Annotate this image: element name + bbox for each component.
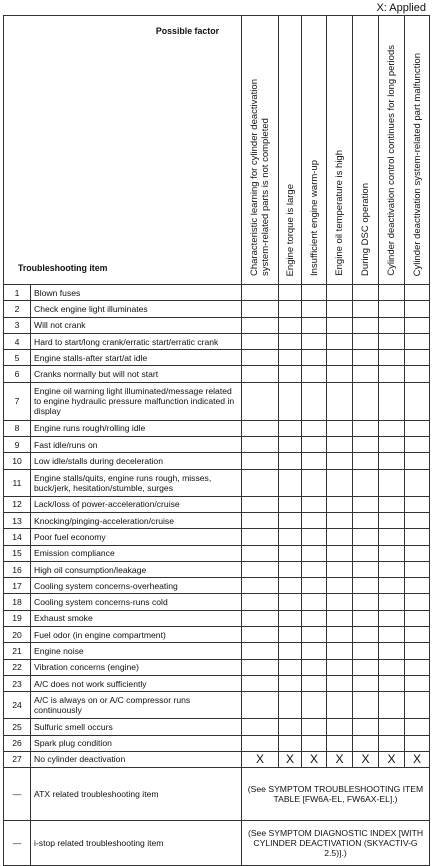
factor-cell [242, 469, 279, 496]
table-row [4, 366, 430, 382]
table-row [4, 529, 430, 545]
factor-cell [302, 735, 327, 751]
factor-cell [242, 561, 279, 577]
row-number: 21 [4, 643, 31, 659]
row-item: Engine stalls/quits, engine runs rough, misses, buck/jerk, hesitation/stumble, surges [31, 469, 242, 496]
applied-mark: X [242, 751, 279, 767]
factor-cell [279, 659, 302, 675]
row-item: Poor fuel economy [31, 529, 242, 545]
reference-note: (See SYMPTOM TROUBLESHOOTING ITEM TABLE [FW6A-EL, FW6AX-EL].) [242, 768, 430, 821]
factor-cell [353, 675, 379, 691]
row-number: 7 [4, 382, 31, 420]
table-row [4, 643, 430, 659]
factor-header [279, 16, 302, 285]
factor-cell [405, 627, 430, 643]
factor-cell [242, 643, 279, 659]
factor-header [405, 16, 430, 285]
factor-cell [353, 366, 379, 382]
factor-cell [379, 735, 405, 751]
factor-cell [405, 333, 430, 349]
row-item: A/C is always on or A/C compressor runs continuously [31, 692, 242, 719]
row-item: Cooling system concerns-runs cold [31, 594, 242, 610]
factor-cell [279, 561, 302, 577]
factor-cell [353, 420, 379, 436]
factor-cell [379, 301, 405, 317]
factor-cell [353, 512, 379, 528]
row-number: 12 [4, 496, 31, 512]
row-item: Fuel odor (in engine compartment) [31, 627, 242, 643]
row-number: 20 [4, 627, 31, 643]
factor-cell [302, 627, 327, 643]
factor-cell [279, 350, 302, 366]
factor-cell [379, 350, 405, 366]
factor-cell [279, 610, 302, 626]
row-item: Engine stalls-after start/at idle [31, 350, 242, 366]
factor-cell [242, 453, 279, 469]
factor-cell [327, 453, 353, 469]
factor-cell [379, 333, 405, 349]
factor-cell [302, 382, 327, 420]
factor-cell [242, 529, 279, 545]
factor-cell [405, 675, 430, 691]
factor-cell [302, 675, 327, 691]
applied-mark: X [327, 751, 353, 767]
table-row [4, 453, 430, 469]
factor-cell [242, 420, 279, 436]
factor-cell [379, 366, 405, 382]
factor-cell [242, 692, 279, 719]
factor-cell [302, 333, 327, 349]
factor-cell [279, 719, 302, 735]
row-number: 6 [4, 366, 31, 382]
factor-cell [279, 382, 302, 420]
row-item: Vibration concerns (engine) [31, 659, 242, 675]
factor-cell [302, 578, 327, 594]
row-number: 25 [4, 719, 31, 735]
factor-cell [353, 627, 379, 643]
factor-cell [242, 719, 279, 735]
factor-cell [405, 692, 430, 719]
factor-cell [379, 627, 405, 643]
row-number: 27 [4, 751, 31, 767]
table-row [4, 659, 430, 675]
factor-cell [379, 382, 405, 420]
factor-cell [405, 594, 430, 610]
factor-cell [327, 659, 353, 675]
factor-cell [279, 545, 302, 561]
factor-cell [327, 610, 353, 626]
row-item: Blown fuses [31, 285, 242, 301]
factor-cell [242, 366, 279, 382]
factor-cell [327, 627, 353, 643]
factor-cell [279, 301, 302, 317]
row-number: 8 [4, 420, 31, 436]
factor-cell [353, 659, 379, 675]
factor-cell [379, 496, 405, 512]
factor-cell [327, 437, 353, 453]
factor-cell [242, 627, 279, 643]
factor-cell [279, 285, 302, 301]
row-item: No cylinder deactivation [31, 751, 242, 767]
factor-cell [405, 496, 430, 512]
factor-cell [279, 420, 302, 436]
factor-cell [302, 692, 327, 719]
factor-cell [279, 437, 302, 453]
reference-row [4, 821, 430, 866]
row-number: 22 [4, 659, 31, 675]
factor-cell [327, 545, 353, 561]
factor-cell [327, 735, 353, 751]
factor-cell [379, 285, 405, 301]
row-item: A/C does not work sufficiently [31, 675, 242, 691]
factor-cell [353, 285, 379, 301]
factor-label: Cylinder deactivation control continues for long periods [386, 45, 397, 276]
factor-cell [242, 382, 279, 420]
factor-cell [353, 561, 379, 577]
table-row [4, 382, 430, 420]
factor-label: Cylinder deactivation system-related part malfunction [411, 52, 423, 276]
applied-mark: X [302, 751, 327, 767]
factor-cell [302, 496, 327, 512]
factor-cell [279, 366, 302, 382]
factor-cell [353, 643, 379, 659]
factor-cell [279, 512, 302, 528]
factor-cell [353, 437, 379, 453]
table-row [4, 496, 430, 512]
factor-label: During DSC operation [360, 183, 371, 276]
factor-cell [353, 594, 379, 610]
row-number: 3 [4, 317, 31, 333]
row-item: Spark plug condition [31, 735, 242, 751]
row-item: Sulfuric smell occurs [31, 719, 242, 735]
factor-cell [242, 333, 279, 349]
row-number: 11 [4, 469, 31, 496]
row-number: 16 [4, 561, 31, 577]
factor-header [302, 16, 327, 285]
factor-cell [327, 594, 353, 610]
table-row [4, 627, 430, 643]
table-row [4, 561, 430, 577]
factor-cell [279, 594, 302, 610]
factor-cell [242, 610, 279, 626]
table-row [4, 719, 430, 735]
row-item: Knocking/pinging-acceleration/cruise [31, 512, 242, 528]
row-item: High oil consumption/leakage [31, 561, 242, 577]
factor-cell [379, 610, 405, 626]
factor-cell [353, 317, 379, 333]
possible-factor-label: Possible factor [155, 26, 219, 36]
row-number: 9 [4, 437, 31, 453]
factor-cell [327, 350, 353, 366]
factor-cell [379, 437, 405, 453]
factor-cell [302, 453, 327, 469]
factor-cell [279, 735, 302, 751]
factor-header [353, 16, 379, 285]
table-row [4, 301, 430, 317]
row-item: ATX related troubleshooting item [31, 768, 242, 821]
factor-cell [279, 496, 302, 512]
table-row [4, 512, 430, 528]
row-number: 26 [4, 735, 31, 751]
factor-cell [302, 437, 327, 453]
row-item: Engine noise [31, 643, 242, 659]
factor-cell [405, 437, 430, 453]
row-number: 24 [4, 692, 31, 719]
factor-cell [405, 719, 430, 735]
row-number: 2 [4, 301, 31, 317]
row-item: Hard to start/long crank/erratic start/erratic crank [31, 333, 242, 349]
factor-cell [353, 719, 379, 735]
factor-cell [405, 317, 430, 333]
table-row [4, 594, 430, 610]
factor-cell [327, 512, 353, 528]
factor-cell [327, 301, 353, 317]
factor-cell [405, 350, 430, 366]
factor-cell [242, 350, 279, 366]
factor-cell [327, 366, 353, 382]
factor-cell [379, 643, 405, 659]
factor-cell [405, 735, 430, 751]
factor-cell [302, 469, 327, 496]
factor-cell [302, 545, 327, 561]
row-number: — [4, 768, 31, 821]
factor-cell [327, 420, 353, 436]
row-item: Engine oil warning light illuminated/message related to engine hydraulic pressure malfunction indicated in display [31, 382, 242, 420]
row-number: 13 [4, 512, 31, 528]
row-number: 23 [4, 675, 31, 691]
factor-cell [353, 496, 379, 512]
factor-cell [379, 659, 405, 675]
factor-cell [302, 643, 327, 659]
factor-cell [302, 350, 327, 366]
factor-cell [405, 529, 430, 545]
applied-mark: X [405, 751, 430, 767]
factor-cell [379, 561, 405, 577]
factor-cell [242, 512, 279, 528]
factor-cell [327, 333, 353, 349]
table-row [4, 285, 430, 301]
factor-cell [242, 659, 279, 675]
row-number: — [4, 821, 31, 866]
factor-cell [353, 350, 379, 366]
factor-cell [302, 285, 327, 301]
factor-label: Engine oil temperature is high [334, 150, 345, 276]
factor-cell [405, 420, 430, 436]
row-item: Low idle/stalls during deceleration [31, 453, 242, 469]
factor-cell [327, 469, 353, 496]
factor-cell [353, 692, 379, 719]
factor-cell [405, 285, 430, 301]
header-row [4, 16, 430, 285]
factor-cell [327, 317, 353, 333]
factor-cell [379, 594, 405, 610]
factor-cell [302, 317, 327, 333]
factor-cell [379, 453, 405, 469]
factor-cell [379, 692, 405, 719]
row-item: i-stop related troubleshooting item [31, 821, 242, 866]
factor-cell [242, 735, 279, 751]
table-row [4, 692, 430, 719]
table-row [4, 333, 430, 349]
row-number: 5 [4, 350, 31, 366]
table-row [4, 610, 430, 626]
factor-cell [379, 675, 405, 691]
factor-cell [327, 382, 353, 420]
troubleshooting-table [3, 15, 430, 866]
factor-cell [302, 420, 327, 436]
factor-cell [302, 610, 327, 626]
factor-cell [242, 545, 279, 561]
factor-cell [379, 578, 405, 594]
row-number: 10 [4, 453, 31, 469]
factor-cell [279, 578, 302, 594]
factor-cell [327, 285, 353, 301]
row-number: 17 [4, 578, 31, 594]
factor-cell [242, 317, 279, 333]
table-row [4, 545, 430, 561]
row-number: 14 [4, 529, 31, 545]
factor-cell [353, 610, 379, 626]
factor-header [242, 16, 279, 285]
factor-cell [405, 643, 430, 659]
factor-cell [242, 285, 279, 301]
table-row [4, 350, 430, 366]
factor-cell [327, 719, 353, 735]
factor-cell [242, 594, 279, 610]
table-row [4, 751, 430, 767]
applied-mark: X [279, 751, 302, 767]
factor-cell [379, 317, 405, 333]
factor-header [379, 16, 405, 285]
factor-cell [327, 496, 353, 512]
reference-row [4, 768, 430, 821]
applied-mark: X [353, 751, 379, 767]
factor-cell [353, 469, 379, 496]
row-number: 19 [4, 610, 31, 626]
factor-cell [302, 512, 327, 528]
factor-cell [242, 675, 279, 691]
applied-mark: X [379, 751, 405, 767]
factor-cell [405, 453, 430, 469]
factor-cell [405, 659, 430, 675]
row-item: Will not crank [31, 317, 242, 333]
factor-cell [405, 366, 430, 382]
factor-header [327, 16, 353, 285]
factor-cell [279, 529, 302, 545]
factor-cell [405, 469, 430, 496]
factor-cell [327, 675, 353, 691]
row-number: 4 [4, 333, 31, 349]
factor-cell [302, 366, 327, 382]
factor-cell [242, 437, 279, 453]
factor-cell [353, 301, 379, 317]
factor-cell [379, 719, 405, 735]
factor-cell [327, 643, 353, 659]
factor-cell [405, 545, 430, 561]
header-corner [4, 16, 242, 285]
factor-cell [242, 578, 279, 594]
factor-cell [353, 333, 379, 349]
factor-cell [379, 512, 405, 528]
factor-cell [379, 529, 405, 545]
row-item: Exhaust smoke [31, 610, 242, 626]
table-row [4, 675, 430, 691]
factor-cell [353, 735, 379, 751]
factor-label: Engine torque is large [284, 183, 296, 276]
row-item: Check engine light illuminates [31, 301, 242, 317]
factor-label: Insufficient engine warm-up [308, 160, 320, 276]
factor-cell [279, 317, 302, 333]
factor-cell [242, 496, 279, 512]
row-item: Emission compliance [31, 545, 242, 561]
factor-cell [379, 469, 405, 496]
factor-label: Characteristic learning for cylinder deactivation system-related parts is not completed [249, 79, 271, 276]
factor-cell [405, 301, 430, 317]
factor-cell [379, 545, 405, 561]
factor-cell [242, 301, 279, 317]
factor-cell [302, 719, 327, 735]
factor-cell [302, 529, 327, 545]
table-row [4, 420, 430, 436]
factor-cell [279, 333, 302, 349]
factor-cell [279, 453, 302, 469]
reference-note: (See SYMPTOM DIAGNOSTIC INDEX [WITH CYLINDER DEACTIVATION (SKYACTIV-G 2.5)].) [242, 821, 430, 866]
row-item: Cranks normally but will not start [31, 366, 242, 382]
table-row [4, 578, 430, 594]
factor-cell [327, 692, 353, 719]
factor-cell [302, 561, 327, 577]
factor-cell [279, 627, 302, 643]
row-item: Fast idle/runs on [31, 437, 242, 453]
table-row [4, 437, 430, 453]
factor-cell [405, 382, 430, 420]
row-number: 1 [4, 285, 31, 301]
legend-applied: X: Applied [376, 2, 426, 14]
factor-cell [353, 382, 379, 420]
factor-cell [302, 659, 327, 675]
factor-cell [302, 301, 327, 317]
factor-cell [353, 578, 379, 594]
table-row [4, 735, 430, 751]
row-number: 15 [4, 545, 31, 561]
table-row [4, 469, 430, 496]
factor-cell [405, 561, 430, 577]
row-item: Cooling system concerns-overheating [31, 578, 242, 594]
factor-cell [279, 692, 302, 719]
factor-cell [279, 643, 302, 659]
factor-cell [279, 675, 302, 691]
factor-cell [353, 529, 379, 545]
factor-cell [302, 594, 327, 610]
table-row [4, 317, 430, 333]
row-item: Lack/loss of power-acceleration/cruise [31, 496, 242, 512]
troubleshooting-item-label: Troubleshooting item [18, 263, 108, 273]
factor-cell [279, 469, 302, 496]
factor-cell [405, 512, 430, 528]
row-number: 18 [4, 594, 31, 610]
factor-cell [327, 561, 353, 577]
row-item: Engine runs rough/rolling idle [31, 420, 242, 436]
factor-cell [405, 578, 430, 594]
factor-cell [353, 545, 379, 561]
factor-cell [327, 529, 353, 545]
factor-cell [353, 453, 379, 469]
factor-cell [327, 578, 353, 594]
factor-cell [405, 610, 430, 626]
factor-cell [379, 420, 405, 436]
